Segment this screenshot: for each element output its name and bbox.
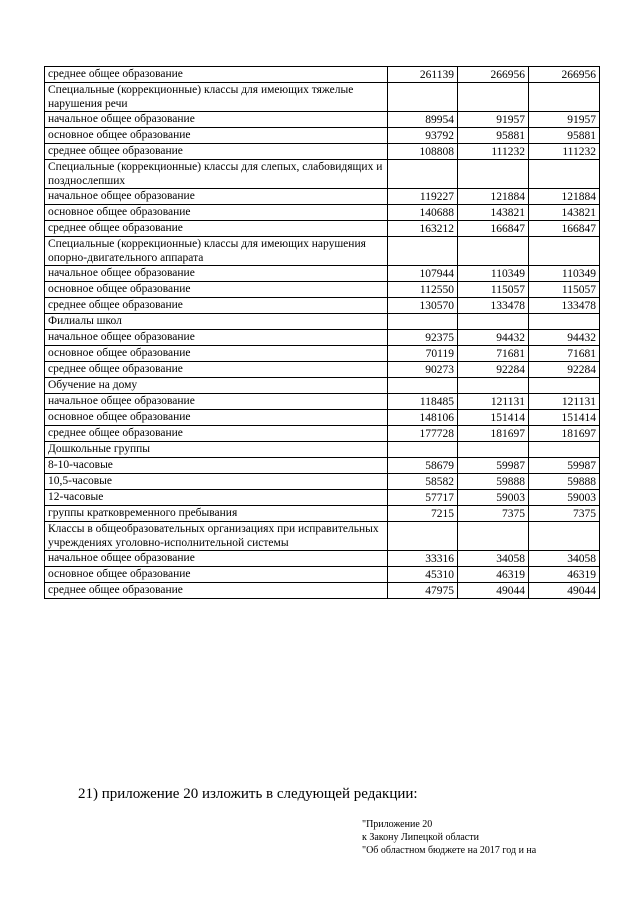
table-row bbox=[45, 144, 600, 160]
value-col-1: 89954 bbox=[388, 112, 458, 128]
value-col-3: 151414 bbox=[529, 410, 600, 426]
table-row bbox=[45, 474, 600, 490]
value-col-2 bbox=[458, 378, 529, 394]
value-col-2: 266956 bbox=[458, 67, 529, 83]
row-label: Классы в общеобразовательных организациях при исправительных учреждениях уголовно-исполнительной системы bbox=[45, 522, 388, 551]
value-col-2: 49044 bbox=[458, 583, 529, 599]
value-col-1: 57717 bbox=[388, 490, 458, 506]
row-label: 12-часовые bbox=[45, 490, 388, 506]
table-row bbox=[45, 378, 600, 394]
value-col-1: 58679 bbox=[388, 458, 458, 474]
table-row bbox=[45, 551, 600, 567]
value-col-3: 121131 bbox=[529, 394, 600, 410]
table-row bbox=[45, 112, 600, 128]
value-col-3: 121884 bbox=[529, 189, 600, 205]
value-col-1: 108808 bbox=[388, 144, 458, 160]
value-col-2: 46319 bbox=[458, 567, 529, 583]
row-label: среднее общее образование bbox=[45, 221, 388, 237]
value-col-3: 95881 bbox=[529, 128, 600, 144]
table-row bbox=[45, 282, 600, 298]
value-col-1: 58582 bbox=[388, 474, 458, 490]
value-col-3: 7375 bbox=[529, 506, 600, 522]
value-col-1: 112550 bbox=[388, 282, 458, 298]
value-col-3: 91957 bbox=[529, 112, 600, 128]
row-label: группы кратковременного пребывания bbox=[45, 506, 388, 522]
value-col-1: 119227 bbox=[388, 189, 458, 205]
row-label: основное общее образование bbox=[45, 346, 388, 362]
row-label: основное общее образование bbox=[45, 282, 388, 298]
value-col-3 bbox=[529, 442, 600, 458]
row-label: основное общее образование bbox=[45, 205, 388, 221]
value-col-1: 7215 bbox=[388, 506, 458, 522]
value-col-2: 121884 bbox=[458, 189, 529, 205]
value-col-1: 261139 bbox=[388, 67, 458, 83]
value-col-1: 93792 bbox=[388, 128, 458, 144]
value-col-2: 59888 bbox=[458, 474, 529, 490]
value-col-2: 94432 bbox=[458, 330, 529, 346]
value-col-3: 166847 bbox=[529, 221, 600, 237]
row-label: начальное общее образование bbox=[45, 112, 388, 128]
appendix-line-1: "Приложение 20 bbox=[362, 819, 433, 830]
row-label: Специальные (коррекционные) классы для имеющих тяжелые нарушения речи bbox=[45, 83, 388, 112]
table-row bbox=[45, 583, 600, 599]
row-label: 8-10-часовые bbox=[45, 458, 388, 474]
value-col-3: 266956 bbox=[529, 67, 600, 83]
row-label: начальное общее образование bbox=[45, 551, 388, 567]
table-row bbox=[45, 490, 600, 506]
value-col-3: 46319 bbox=[529, 567, 600, 583]
value-col-2: 143821 bbox=[458, 205, 529, 221]
value-col-2: 181697 bbox=[458, 426, 529, 442]
table-row bbox=[45, 314, 600, 330]
value-col-2: 91957 bbox=[458, 112, 529, 128]
value-col-2: 59003 bbox=[458, 490, 529, 506]
value-col-2: 166847 bbox=[458, 221, 529, 237]
table-row bbox=[45, 237, 600, 266]
table-row bbox=[45, 160, 600, 189]
value-col-1: 118485 bbox=[388, 394, 458, 410]
row-label: начальное общее образование bbox=[45, 330, 388, 346]
value-col-3 bbox=[529, 314, 600, 330]
value-col-1: 177728 bbox=[388, 426, 458, 442]
value-col-2: 71681 bbox=[458, 346, 529, 362]
row-label: начальное общее образование bbox=[45, 394, 388, 410]
value-col-3: 49044 bbox=[529, 583, 600, 599]
table-row bbox=[45, 522, 600, 551]
table-row bbox=[45, 205, 600, 221]
value-col-3: 111232 bbox=[529, 144, 600, 160]
value-col-1: 45310 bbox=[388, 567, 458, 583]
value-col-3: 34058 bbox=[529, 551, 600, 567]
table-row bbox=[45, 67, 600, 83]
value-col-2: 110349 bbox=[458, 266, 529, 282]
value-col-1: 107944 bbox=[388, 266, 458, 282]
value-col-2: 59987 bbox=[458, 458, 529, 474]
row-label: начальное общее образование bbox=[45, 189, 388, 205]
value-col-1: 130570 bbox=[388, 298, 458, 314]
value-col-1 bbox=[388, 160, 458, 189]
row-label: Дошкольные группы bbox=[45, 442, 388, 458]
row-label: Обучение на дому bbox=[45, 378, 388, 394]
table-row bbox=[45, 506, 600, 522]
value-col-3 bbox=[529, 237, 600, 266]
value-col-3: 110349 bbox=[529, 266, 600, 282]
row-label: основное общее образование bbox=[45, 410, 388, 426]
value-col-2 bbox=[458, 314, 529, 330]
value-col-3: 133478 bbox=[529, 298, 600, 314]
value-col-2: 121131 bbox=[458, 394, 529, 410]
value-col-3: 59987 bbox=[529, 458, 600, 474]
value-col-2: 133478 bbox=[458, 298, 529, 314]
value-col-3 bbox=[529, 83, 600, 112]
row-label: 10,5-часовые bbox=[45, 474, 388, 490]
value-col-1: 33316 bbox=[388, 551, 458, 567]
table-row bbox=[45, 567, 600, 583]
value-col-2: 7375 bbox=[458, 506, 529, 522]
value-col-2 bbox=[458, 237, 529, 266]
value-col-1 bbox=[388, 83, 458, 112]
value-col-2 bbox=[458, 160, 529, 189]
value-col-3: 59888 bbox=[529, 474, 600, 490]
value-col-2: 95881 bbox=[458, 128, 529, 144]
table-row bbox=[45, 83, 600, 112]
table-row bbox=[45, 128, 600, 144]
table-row bbox=[45, 426, 600, 442]
table-row bbox=[45, 189, 600, 205]
appendix-line-2: к Закону Липецкой области bbox=[362, 832, 479, 843]
row-label: Специальные (коррекционные) классы для слепых, слабовидящих и позднослепших bbox=[45, 160, 388, 189]
row-label: начальное общее образование bbox=[45, 266, 388, 282]
value-col-3: 59003 bbox=[529, 490, 600, 506]
row-label: основное общее образование bbox=[45, 567, 388, 583]
value-col-2 bbox=[458, 83, 529, 112]
table-row bbox=[45, 442, 600, 458]
value-col-2 bbox=[458, 522, 529, 551]
row-label: Специальные (коррекционные) классы для имеющих нарушения опорно-двигательного аппарата bbox=[45, 237, 388, 266]
table-row bbox=[45, 362, 600, 378]
value-col-3: 181697 bbox=[529, 426, 600, 442]
budget-table bbox=[44, 66, 600, 599]
table-row bbox=[45, 346, 600, 362]
row-label: основное общее образование bbox=[45, 128, 388, 144]
value-col-1: 163212 bbox=[388, 221, 458, 237]
value-col-3: 92284 bbox=[529, 362, 600, 378]
table-row bbox=[45, 394, 600, 410]
row-label: среднее общее образование bbox=[45, 67, 388, 83]
row-label: среднее общее образование bbox=[45, 298, 388, 314]
value-col-2: 111232 bbox=[458, 144, 529, 160]
row-label: Филиалы школ bbox=[45, 314, 388, 330]
value-col-3: 94432 bbox=[529, 330, 600, 346]
value-col-1: 148106 bbox=[388, 410, 458, 426]
value-col-1 bbox=[388, 378, 458, 394]
value-col-1 bbox=[388, 314, 458, 330]
row-label: среднее общее образование bbox=[45, 362, 388, 378]
value-col-3 bbox=[529, 160, 600, 189]
value-col-3 bbox=[529, 378, 600, 394]
value-col-3: 143821 bbox=[529, 205, 600, 221]
table-row bbox=[45, 298, 600, 314]
value-col-3: 115057 bbox=[529, 282, 600, 298]
value-col-2: 115057 bbox=[458, 282, 529, 298]
table-row bbox=[45, 266, 600, 282]
table-row bbox=[45, 458, 600, 474]
value-col-2: 151414 bbox=[458, 410, 529, 426]
value-col-2: 34058 bbox=[458, 551, 529, 567]
value-col-2: 92284 bbox=[458, 362, 529, 378]
value-col-1: 140688 bbox=[388, 205, 458, 221]
value-col-1 bbox=[388, 237, 458, 266]
appendix-header bbox=[362, 818, 536, 857]
value-col-3 bbox=[529, 522, 600, 551]
value-col-1: 92375 bbox=[388, 330, 458, 346]
row-label: среднее общее образование bbox=[45, 426, 388, 442]
table-row bbox=[45, 330, 600, 346]
value-col-1 bbox=[388, 522, 458, 551]
value-col-2 bbox=[458, 442, 529, 458]
value-col-1: 70119 bbox=[388, 346, 458, 362]
row-label: среднее общее образование bbox=[45, 583, 388, 599]
amendment-instruction: 21) приложение 20 изложить в следующей редакции: bbox=[78, 786, 418, 802]
value-col-3: 71681 bbox=[529, 346, 600, 362]
value-col-1: 90273 bbox=[388, 362, 458, 378]
appendix-line-3: "Об областном бюджете на 2017 год и на bbox=[362, 845, 537, 856]
table-row bbox=[45, 410, 600, 426]
value-col-1: 47975 bbox=[388, 583, 458, 599]
table-row bbox=[45, 221, 600, 237]
row-label: среднее общее образование bbox=[45, 144, 388, 160]
value-col-1 bbox=[388, 442, 458, 458]
